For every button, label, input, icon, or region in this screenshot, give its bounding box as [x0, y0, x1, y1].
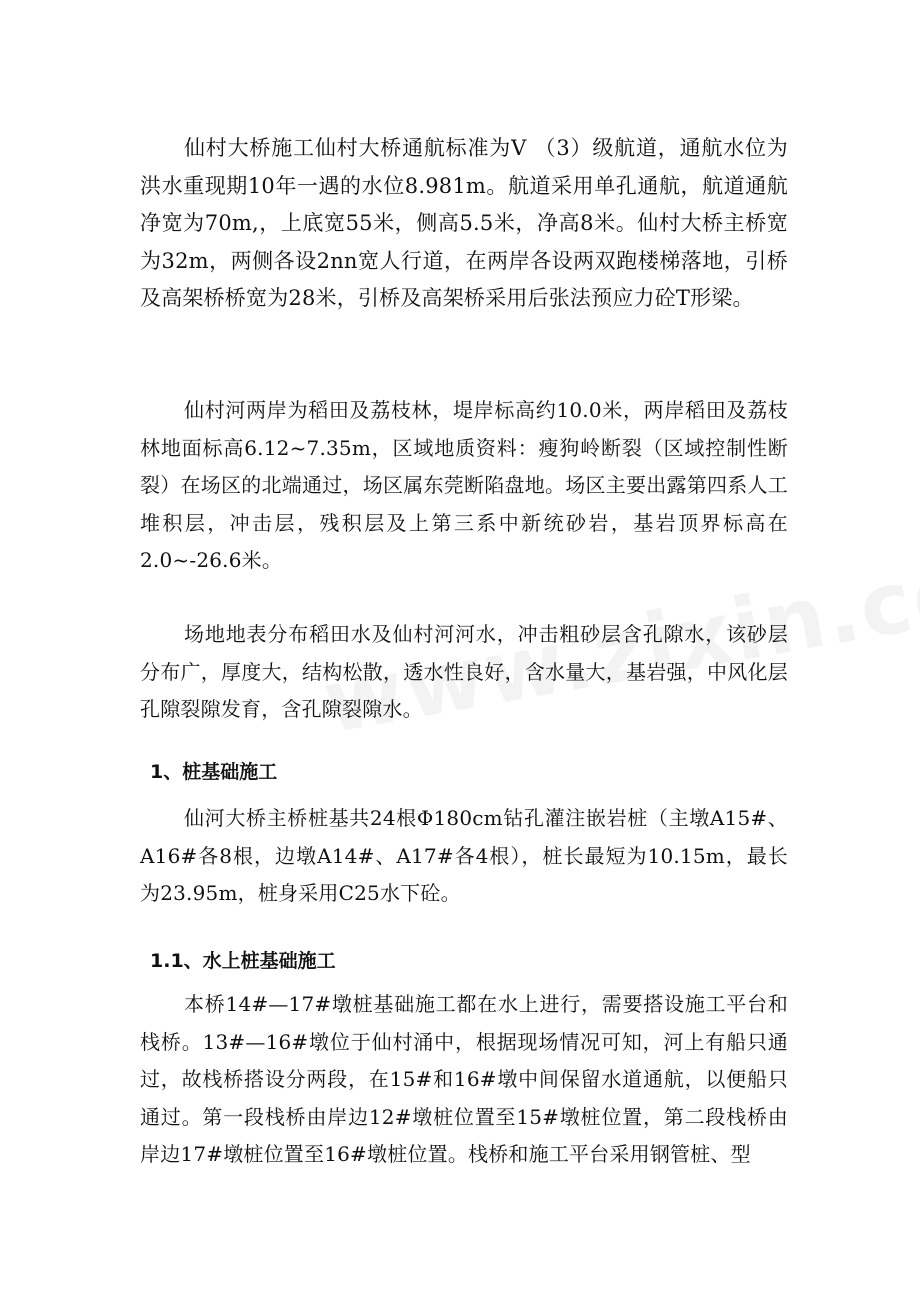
paragraph-water-pile-foundation: 本桥14#—17#墩桩基础施工都在水上进行，需要搭设施工平台和栈桥。13#—16#墩位于仙村涌中，根据现场情况可知，河上有船只通过，故栈桥搭设分两段，在15#和16#墩中间保留水道通航，以便船只通过。第一段栈桥由岸边12#墩桩位置至15#墩桩位置，第二段栈桥由岸边17#墩桩位置至16#墩桩位置。栈桥和施工平台采用钢管桩、型: [140, 992, 788, 1166]
section-heading-pile-foundation: 1、桩基础施工: [150, 761, 278, 783]
paragraph-groundwater: 场地地表分布稻田水及仙村河河水，冲击粗砂层含孔隙水，该砂层分布广，厚度大，结构松散，透水性良好，含水量大，基岩强，中风化层孔隙裂隙发育，含孔隙裂隙水。: [140, 622, 788, 721]
paragraph-geology: 仙村河两岸为稻田及荔枝林，堤岸标高约10.0米，两岸稻田及荔枝林地面标高6.12~7.35m，区域地质资料：瘦狗岭断裂（区域控制性断裂）在场区的北端通过，场区属东莞断陷盘地。场区主要出露第四系人工堆积层，冲击层，残积层及上第三系中新统砂岩，基岩顶界标高在2.0~-26.6米。: [140, 398, 788, 572]
section-heading-water-pile-foundation: 1.1、水上桩基础施工: [150, 950, 336, 972]
paragraph-pile-foundation: 仙河大桥主桥桩基共24根Φ180cm钻孔灌注嵌岩桩（主墩A15#、A16#各8根，边墩A14#、A17#各4根），桩长最短为10.15m，最长为23.95m，桩身采用C25水下砼。: [140, 806, 788, 905]
paragraph-bridge-navigation: 仙村大桥施工仙村大桥通航标准为Ⅴ （3）级航道，通航水位为洪水重现期10年一遇的水位8.981m。航道采用单孔通航，航道通航净宽为70m,，上底宽55米，侧高5.5米，净高8米。仙村大桥主桥宽为32m，两侧各设2nn宽人行道，在两岸各设两双跑楼梯落地，引桥及高架桥桥宽为28米，引桥及高架桥采用后张法预应力砼T形梁。: [140, 136, 788, 310]
